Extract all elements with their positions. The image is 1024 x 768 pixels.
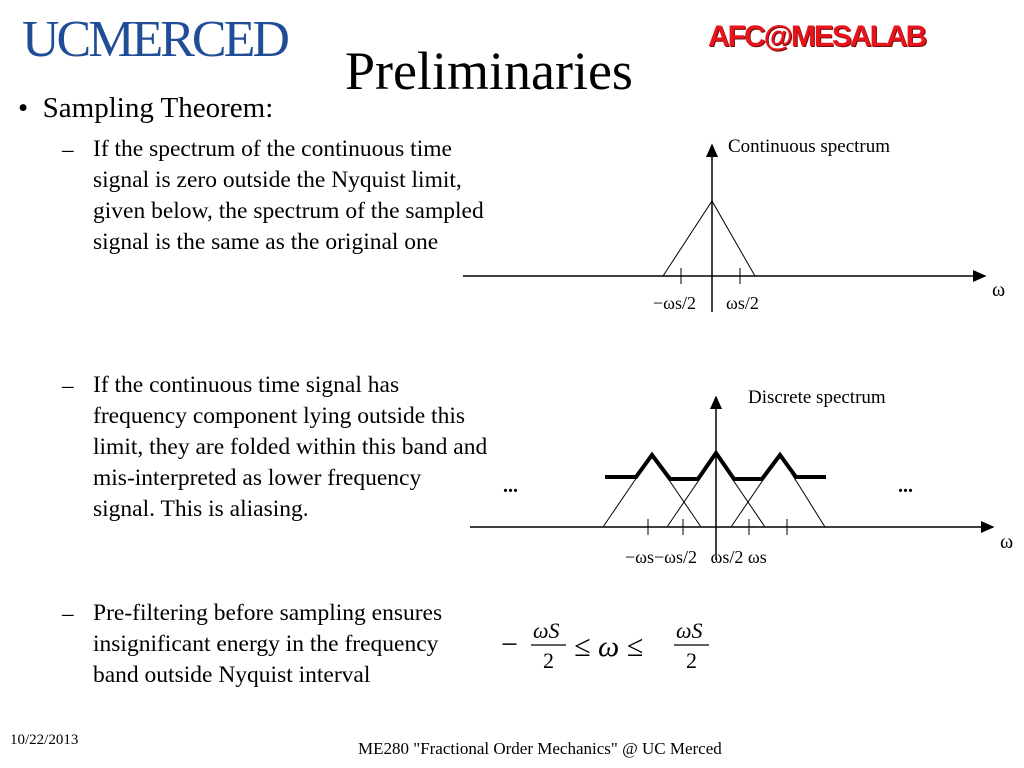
continuous-tick-pos-label: ωs/2: [726, 293, 759, 313]
continuous-tick-neg-label: −ωs/2: [653, 293, 697, 313]
discrete-tick-labels: −ωs−ωs/2 ωs/2 ωs: [625, 547, 767, 567]
paragraph-continuous-condition: If the spectrum of the continuous time signal is zero outside the Nyquist limit, given below, the spectrum of the sampled signal is the same as the original one: [93, 136, 484, 255]
dash-marker-1: –: [62, 137, 74, 162]
replica-right-triangle: [731, 455, 825, 527]
slide-title: Preliminaries: [345, 41, 633, 101]
replica-left-triangle: [603, 455, 701, 527]
ucmerced-logo: UCMERCED: [22, 11, 287, 68]
continuous-spectrum-label: Continuous spectrum: [728, 136, 891, 157]
continuous-spectrum-triangle: [663, 201, 755, 276]
discrete-axis-omega: ω: [1000, 531, 1014, 553]
eq-right-numerator: ωS: [676, 618, 703, 643]
eq-right-denominator: 2: [686, 648, 697, 673]
dash-marker-3: –: [62, 601, 74, 626]
continuous-axis-omega: ω: [992, 279, 1006, 301]
eq-left-denominator: 2: [543, 648, 554, 673]
nyquist-inequality: [501, 618, 709, 673]
eq-left-numerator: ωS: [533, 618, 560, 643]
footer-date: 10/22/2013: [10, 732, 79, 748]
footer-course: ME280 "Fractional Order Mechanics" @ UC Merced: [358, 739, 722, 758]
bullet-text: Sampling Theorem:: [42, 92, 274, 124]
paragraph-prefiltering: Pre-filtering before sampling ensures insignificant energy in the frequency band outside Nyquist interval: [93, 600, 443, 688]
dash-marker-2: –: [62, 373, 74, 398]
eq-relation: ≤ ω ≤: [574, 630, 644, 663]
continuous-spectrum-diagram: [463, 136, 1005, 313]
lab-logo: AFC@MESALAB: [708, 20, 926, 53]
bullet-glyph: •: [18, 92, 43, 124]
discrete-spectrum-label: Discrete spectrum: [748, 387, 886, 408]
ellipsis-left: ...: [503, 475, 518, 497]
ellipsis-right: ...: [898, 475, 913, 497]
paragraph-aliasing: If the continuous time signal has frequency component lying outside this limit, they are folded within this band and mis-interpreted as lower frequency signal. This is aliasing.: [93, 372, 488, 522]
eq-minus: −: [501, 628, 518, 661]
discrete-spectrum-diagram: [470, 387, 1013, 567]
